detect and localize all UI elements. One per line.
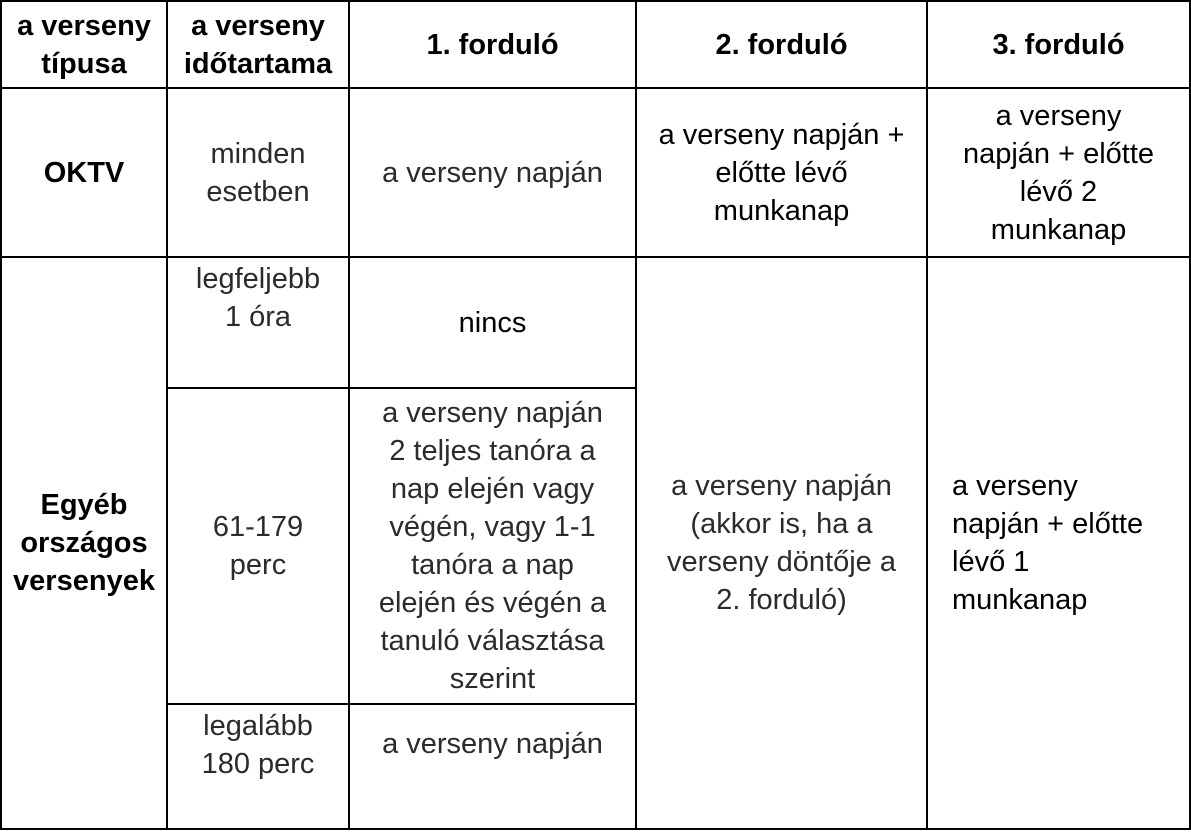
- medium-duration-line2: perc: [229, 549, 287, 581]
- medium-round1-line8: szerint: [449, 663, 536, 695]
- other-type-line2: országos: [20, 527, 148, 559]
- oktv-round3-line3: lévő 2: [1019, 175, 1098, 208]
- other-type-line1: Egyéb: [40, 489, 128, 521]
- medium-duration-line1: 61-179: [212, 511, 304, 543]
- other-round2-line4: 2. forduló): [716, 584, 847, 616]
- oktv-round3-line4: munkanap: [990, 213, 1127, 246]
- oktv-round2-cell: [636, 88, 927, 257]
- header-duration-line2: időtartama: [183, 47, 333, 80]
- other-round3-line4: munkanap: [952, 584, 1088, 616]
- medium-round1-line2: 2 teljes tanóra a: [389, 435, 596, 467]
- oktv-round2-line2: előtte lévő: [715, 156, 848, 189]
- header-round-1: 1. forduló: [349, 1, 636, 88]
- oktv-round3-line1: a verseny: [995, 99, 1122, 132]
- other-round3-line2: napján + előtte: [952, 508, 1144, 540]
- other-short-duration-cell: [167, 257, 349, 388]
- header-round-2: 2. forduló: [636, 1, 927, 88]
- header-competition-duration: [167, 1, 349, 88]
- other-round2-line2: (akkor is, ha a: [690, 508, 873, 540]
- short-duration-line2: 1 óra: [224, 301, 292, 333]
- medium-round1-line4: végén, vagy 1-1: [389, 511, 596, 543]
- oktv-round2-line1: a verseny napján +: [658, 118, 905, 151]
- oktv-duration-line2: esetben: [206, 175, 310, 208]
- other-round3-line3: lévő 1: [952, 546, 1030, 578]
- medium-round1-line1: a verseny napján: [382, 397, 603, 429]
- header-competition-type: [1, 1, 167, 88]
- medium-round1-line5: tanóra a nap: [411, 549, 574, 581]
- oktv-type-cell: OKTV: [1, 88, 167, 257]
- medium-round1-line3: nap elején vagy: [390, 473, 595, 505]
- other-round2-line3: verseny döntője a: [667, 546, 896, 578]
- short-duration-line1: legfeljebb: [195, 263, 321, 295]
- oktv-round3-cell: [927, 88, 1190, 257]
- other-medium-round1-cell: [349, 388, 636, 704]
- other-long-round1-cell: a verseny napján: [349, 704, 636, 829]
- oktv-duration-cell: [167, 88, 349, 257]
- medium-round1-line6: elején és végén a: [378, 587, 607, 619]
- other-short-row: [1, 257, 1190, 388]
- other-round3-cell: [927, 257, 1190, 829]
- header-duration-line1: a verseny: [191, 9, 325, 42]
- other-type-line3: versenyek: [13, 565, 155, 597]
- other-short-round1-cell: nincs: [349, 257, 636, 388]
- medium-round1-line7: tanuló választása: [380, 625, 605, 657]
- other-round2-line1: a verseny napján: [671, 470, 892, 502]
- header-type-line2: típusa: [41, 47, 127, 80]
- oktv-round2-line3: munkanap: [713, 194, 850, 227]
- oktv-round1-cell: a verseny napján: [349, 88, 636, 257]
- oktv-row: [1, 88, 1190, 257]
- other-round2-cell: [636, 257, 927, 829]
- oktv-round3-line2: napján + előtte: [962, 137, 1155, 170]
- header-round-3: 3. forduló: [927, 1, 1190, 88]
- other-medium-duration-cell: [167, 388, 349, 704]
- other-round3-line1: a verseny: [952, 470, 1078, 502]
- other-type-cell: [1, 257, 167, 829]
- long-duration-line2: 180 perc: [201, 748, 315, 780]
- other-long-duration-cell: [167, 704, 349, 829]
- header-type-line1: a verseny: [17, 9, 151, 42]
- header-row: [1, 1, 1190, 88]
- long-duration-line1: legalább: [203, 710, 313, 742]
- oktv-duration-line1: minden: [210, 137, 306, 170]
